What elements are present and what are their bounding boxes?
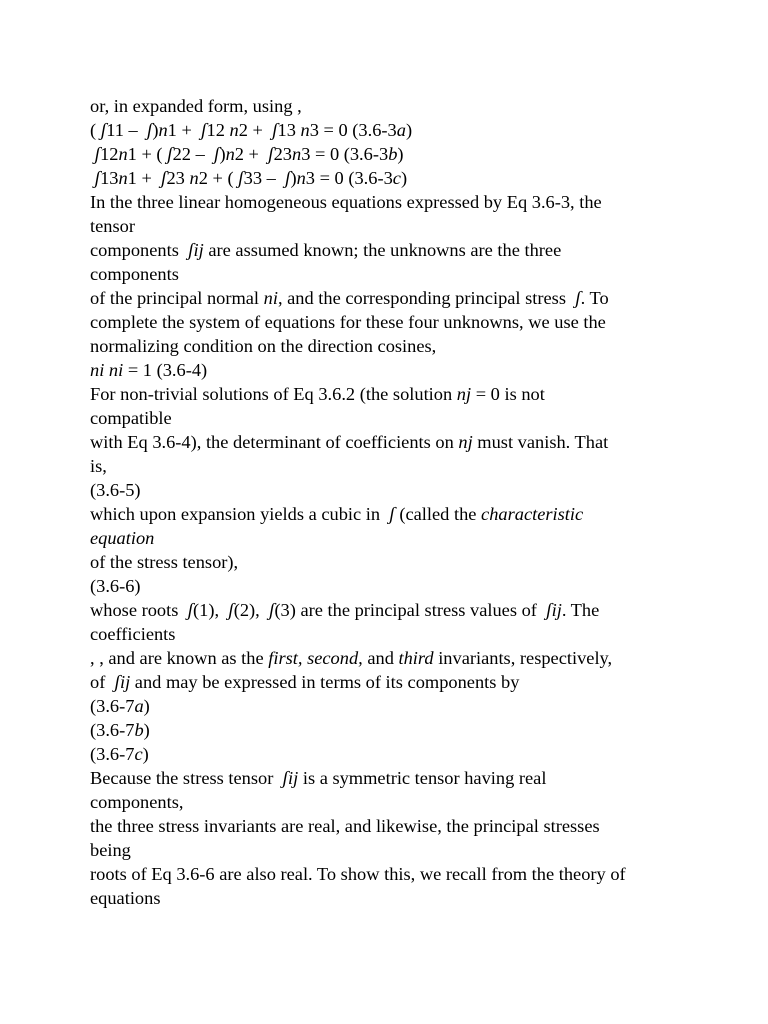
text-segment: 12 (100, 144, 119, 164)
italic-text: first, second, (268, 648, 363, 668)
italic-text: ni (263, 288, 278, 308)
text-segment: complete the system of equations for these four unknowns, we use the (90, 312, 606, 332)
text-segment: of the principal normal (90, 288, 264, 308)
text-line (90, 406, 690, 430)
italic-text: ni ni (90, 360, 124, 380)
text-line (90, 646, 690, 670)
text-line (90, 862, 690, 886)
text-segment: 3 = 0 (3.6-3 (305, 168, 393, 188)
text-line (90, 142, 690, 166)
text-segment: 3 = 0 (3.6-3 (309, 120, 397, 140)
italic-text: b (134, 720, 144, 740)
text-segment: 2 + ( (198, 168, 239, 188)
text-segment: ) (405, 120, 413, 140)
italic-text: nj (458, 432, 473, 452)
sigma-symbol: ʃ (272, 120, 278, 141)
text-segment: 1 + (167, 120, 202, 140)
text-line (90, 622, 690, 646)
text-segment: ) (400, 168, 408, 188)
document-body (90, 94, 690, 910)
sigma-symbol: ʃ (201, 120, 207, 141)
text-segment: roots of Eq 3.6-6 are also real. To show this, we recall from the theory of (90, 864, 626, 884)
text-line (90, 766, 690, 790)
text-line (90, 742, 690, 766)
text-segment: 23 (273, 144, 292, 164)
italic-text: ij (119, 672, 131, 692)
italic-text: n (300, 120, 310, 140)
text-segment: Because the stress tensor (90, 768, 283, 788)
italic-text: a (134, 696, 144, 716)
text-line (90, 286, 690, 310)
sigma-symbol: ʃ (285, 168, 291, 189)
text-segment: 3 = 0 (3.6-3 (301, 144, 389, 164)
text-line (90, 718, 690, 742)
text-segment: , , and are known as the (90, 648, 269, 668)
sigma-symbol: ʃ (94, 144, 101, 165)
sigma-symbol: ʃ (161, 168, 167, 189)
text-line (90, 214, 690, 238)
text-segment: which upon expansion yields a cubic in (90, 504, 390, 524)
text-segment: 33 – (243, 168, 286, 188)
text-segment: coefficients (90, 624, 176, 644)
text-segment: ) (152, 120, 159, 140)
sigma-symbol: ʃ (268, 144, 274, 165)
text-segment: (3) are the principal stress values of (274, 600, 547, 620)
text-segment: (3.6-7 (90, 744, 135, 764)
text-segment: must vanish. That (472, 432, 609, 452)
text-line (90, 838, 690, 862)
italic-text: b (388, 144, 398, 164)
sigma-symbol: ʃ (94, 168, 101, 189)
text-segment: ) (290, 168, 297, 188)
text-line (90, 886, 690, 910)
sigma-symbol: ʃ (187, 600, 194, 621)
text-line (90, 478, 690, 502)
text-segment: (2), (233, 600, 269, 620)
italic-text: n (189, 168, 199, 188)
text-segment: (1), (193, 600, 229, 620)
text-line (90, 790, 690, 814)
text-segment: (called the (394, 504, 482, 524)
text-line (90, 598, 690, 622)
text-segment: (3.6-7 (90, 696, 135, 716)
text-line (90, 358, 690, 382)
text-segment: ) (219, 144, 226, 164)
text-line (90, 526, 690, 550)
italic-text: third (398, 648, 434, 668)
sigma-symbol: ʃ (114, 672, 120, 693)
text-segment: (3.6-6) (90, 576, 141, 596)
text-line (90, 334, 690, 358)
text-segment: ) (143, 696, 150, 716)
text-line (90, 814, 690, 838)
text-line (90, 166, 690, 190)
italic-text: n (229, 120, 239, 140)
italic-text: nj (456, 384, 472, 404)
text-segment: For non-trivial solutions of Eq 3.6.2 (the solution (90, 384, 457, 404)
text-segment: 1 + (127, 168, 162, 188)
sigma-symbol: ʃ (188, 240, 194, 261)
sigma-symbol: ʃ (268, 600, 275, 621)
text-segment: compatible (90, 408, 172, 428)
text-segment: 1 + ( (127, 144, 168, 164)
text-segment: components (90, 240, 189, 260)
text-segment: with Eq 3.6-4), the determinant of coefficients on (90, 432, 459, 452)
text-segment: the three stress invariants are real, and likewise, the principal stresses (90, 816, 600, 836)
text-segment: tensor (90, 216, 135, 236)
text-segment: being (90, 840, 131, 860)
text-line (90, 430, 690, 454)
text-segment: ) (397, 144, 404, 164)
italic-text: ij (193, 240, 204, 260)
italic-text: ij (288, 768, 299, 788)
text-segment: 22 – (172, 144, 214, 164)
text-segment: components, (90, 792, 184, 812)
text-line (90, 190, 690, 214)
text-line (90, 238, 690, 262)
text-segment: (3.6-7 (90, 720, 135, 740)
text-segment: . To (580, 288, 609, 308)
text-segment: , and the corresponding principal stress (277, 288, 576, 308)
text-segment: of (90, 672, 115, 692)
text-segment: and (362, 648, 399, 668)
text-segment: ) (142, 744, 149, 764)
text-segment: or, in expanded form, using , (90, 96, 302, 116)
text-segment: and may be expressed in terms of its components by (130, 672, 520, 692)
text-segment: normalizing condition on the direction cosines, (90, 336, 437, 356)
text-segment: In the three linear homogeneous equations expressed by Eq 3.6-3, the (90, 192, 602, 212)
sigma-symbol: ʃ (167, 144, 173, 165)
text-segment: invariants, respectively, (433, 648, 613, 668)
text-segment: are assumed known; the unknowns are the three (203, 240, 562, 260)
text-segment: = 1 (3.6-4) (123, 360, 208, 380)
text-line (90, 670, 690, 694)
text-segment: 2 + (238, 120, 273, 140)
italic-text: c (134, 744, 143, 764)
text-segment: (3.6-5) (90, 480, 141, 500)
italic-text: n (158, 120, 168, 140)
text-segment: . The (561, 600, 600, 620)
text-segment: is, (90, 456, 107, 476)
text-segment: ) (143, 720, 150, 740)
italic-text: n (296, 168, 306, 188)
text-segment: is a symmetric tensor having real (298, 768, 547, 788)
sigma-symbol: ʃ (575, 288, 581, 309)
text-line (90, 310, 690, 334)
text-segment: of the stress tensor), (90, 552, 239, 572)
text-segment: 13 (277, 120, 301, 140)
italic-text: n (118, 168, 128, 188)
text-segment: 13 (100, 168, 119, 188)
sigma-symbol: ʃ (389, 504, 395, 525)
text-line (90, 574, 690, 598)
text-line (90, 694, 690, 718)
sigma-symbol: ʃ (228, 600, 234, 621)
text-line (90, 118, 690, 142)
text-segment: = 0 is not (471, 384, 545, 404)
text-line (90, 94, 690, 118)
italic-text: ij (551, 600, 562, 620)
text-segment: whose roots (90, 600, 188, 620)
text-line (90, 454, 690, 478)
text-segment: 2 + (234, 144, 269, 164)
text-line (90, 502, 690, 526)
sigma-symbol: ʃ (213, 144, 220, 165)
italic-text: characteristic (481, 504, 584, 524)
text-segment: 23 (166, 168, 190, 188)
sigma-symbol: ʃ (282, 768, 288, 789)
text-segment: ( (90, 120, 101, 140)
italic-text: n (291, 144, 302, 164)
italic-text: c (392, 168, 401, 188)
text-line (90, 382, 690, 406)
italic-text: equation (90, 528, 155, 548)
text-segment: components (90, 264, 179, 284)
sigma-symbol: ʃ (546, 600, 552, 621)
text-line (90, 550, 690, 574)
text-segment: 11 – (106, 120, 147, 140)
italic-text: a (396, 120, 406, 140)
sigma-symbol: ʃ (100, 120, 107, 141)
text-segment: equations (90, 888, 161, 908)
italic-text: n (225, 144, 235, 164)
sigma-symbol: ʃ (146, 120, 153, 141)
italic-text: n (118, 144, 128, 164)
text-line (90, 262, 690, 286)
sigma-symbol: ʃ (238, 168, 244, 189)
text-segment: 12 (206, 120, 230, 140)
